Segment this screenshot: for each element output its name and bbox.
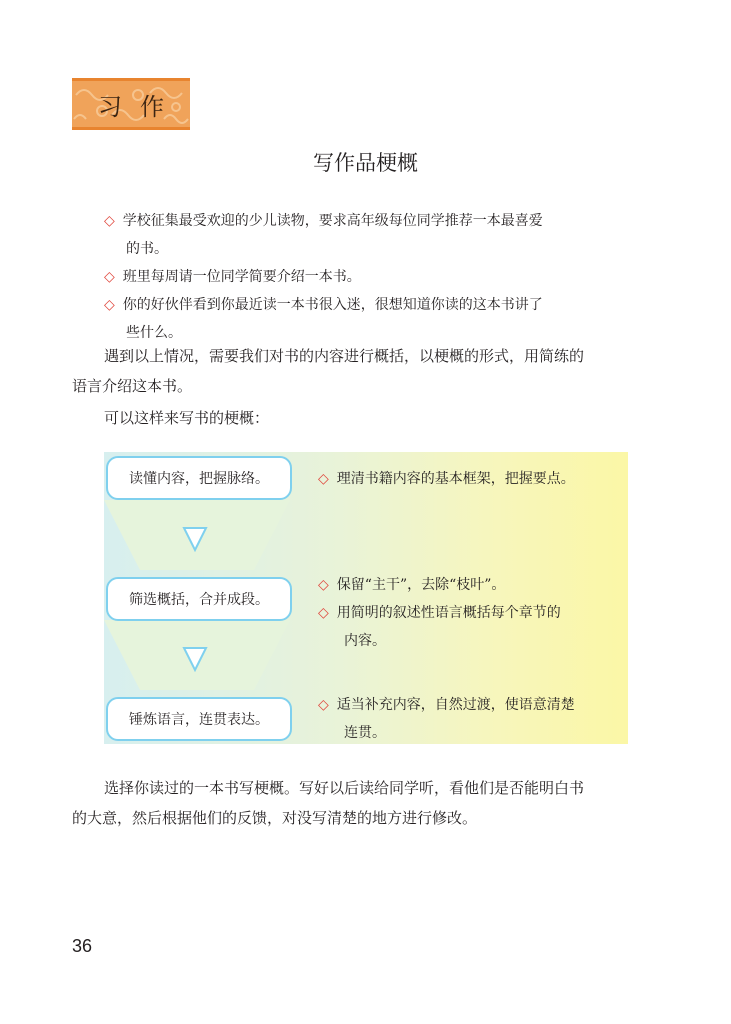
step-point-text: 理清书籍内容的基本框架，把握要点。 bbox=[336, 471, 575, 487]
step-point-text: 保留“主干”，去除“枝叶”。 bbox=[336, 577, 506, 593]
diamond-icon: ◇ bbox=[318, 605, 329, 621]
step-label: 筛选概括，合并成段。 bbox=[129, 592, 269, 608]
task-paragraph-line-2: 的大意，然后根据他们的反馈，对没写清楚的地方进行修改。 bbox=[72, 809, 478, 827]
intro-paragraph-line-1: 遇到以上情况，需要我们对书的内容进行概括，以梗概的形式，用简练的 bbox=[104, 347, 585, 365]
diamond-icon: ◇ bbox=[104, 297, 115, 313]
situation-text: 班里每周请一位同学简要介绍一本书。 bbox=[122, 269, 361, 285]
step-point-line bbox=[344, 724, 386, 742]
section-label: 习作 bbox=[98, 92, 182, 121]
situation-text: 些什么。 bbox=[126, 325, 182, 341]
situation-item-line bbox=[104, 268, 361, 286]
triangle-down-icon bbox=[182, 646, 208, 672]
step-box bbox=[106, 456, 292, 500]
situation-item-line bbox=[126, 240, 168, 258]
step-label: 读懂内容，把握脉络。 bbox=[129, 471, 269, 487]
step-point-line bbox=[318, 470, 575, 488]
step-point-line bbox=[318, 576, 505, 594]
diamond-icon: ◇ bbox=[318, 471, 329, 487]
step-point-text: 适当补充内容，自然过渡，使语意清楚 bbox=[336, 697, 575, 713]
situation-item-line bbox=[104, 296, 543, 314]
step-point-text: 连贯。 bbox=[344, 725, 386, 741]
method-intro: 可以这样来写书的梗概： bbox=[104, 409, 270, 427]
section-banner bbox=[72, 78, 190, 130]
intro-paragraph-line-2: 语言介绍这本书。 bbox=[72, 377, 193, 395]
step-point-line bbox=[318, 696, 575, 714]
step-point-line bbox=[318, 604, 561, 622]
page-number: 36 bbox=[72, 936, 93, 956]
step-point-text: 用简明的叙述性语言概括每个章节的 bbox=[336, 605, 561, 621]
step-box bbox=[106, 697, 292, 741]
page-title: 写作品梗概 bbox=[313, 151, 418, 175]
step-box bbox=[106, 577, 292, 621]
diamond-icon: ◇ bbox=[104, 213, 115, 229]
situation-text: 学校征集最受欢迎的少儿读物，要求高年级每位同学推荐一本最喜爱 bbox=[122, 213, 543, 229]
situation-item-line bbox=[104, 212, 543, 230]
task-paragraph-line-1: 选择你读过的一本书写梗概。写好以后读给同学听，看他们是否能明白书 bbox=[104, 779, 585, 797]
step-label: 锤炼语言，连贯表达。 bbox=[129, 712, 269, 728]
step-point-line bbox=[344, 632, 386, 650]
step-point-text: 内容。 bbox=[344, 633, 386, 649]
diamond-icon: ◇ bbox=[318, 577, 329, 593]
situation-item-line bbox=[126, 324, 182, 342]
triangle-down-icon bbox=[182, 526, 208, 552]
diamond-icon: ◇ bbox=[318, 697, 329, 713]
situation-text: 你的好伙伴看到你最近读一本书很入迷，很想知道你读的这本书讲了 bbox=[122, 297, 543, 313]
diamond-icon: ◇ bbox=[104, 269, 115, 285]
situation-text: 的书。 bbox=[126, 241, 168, 257]
